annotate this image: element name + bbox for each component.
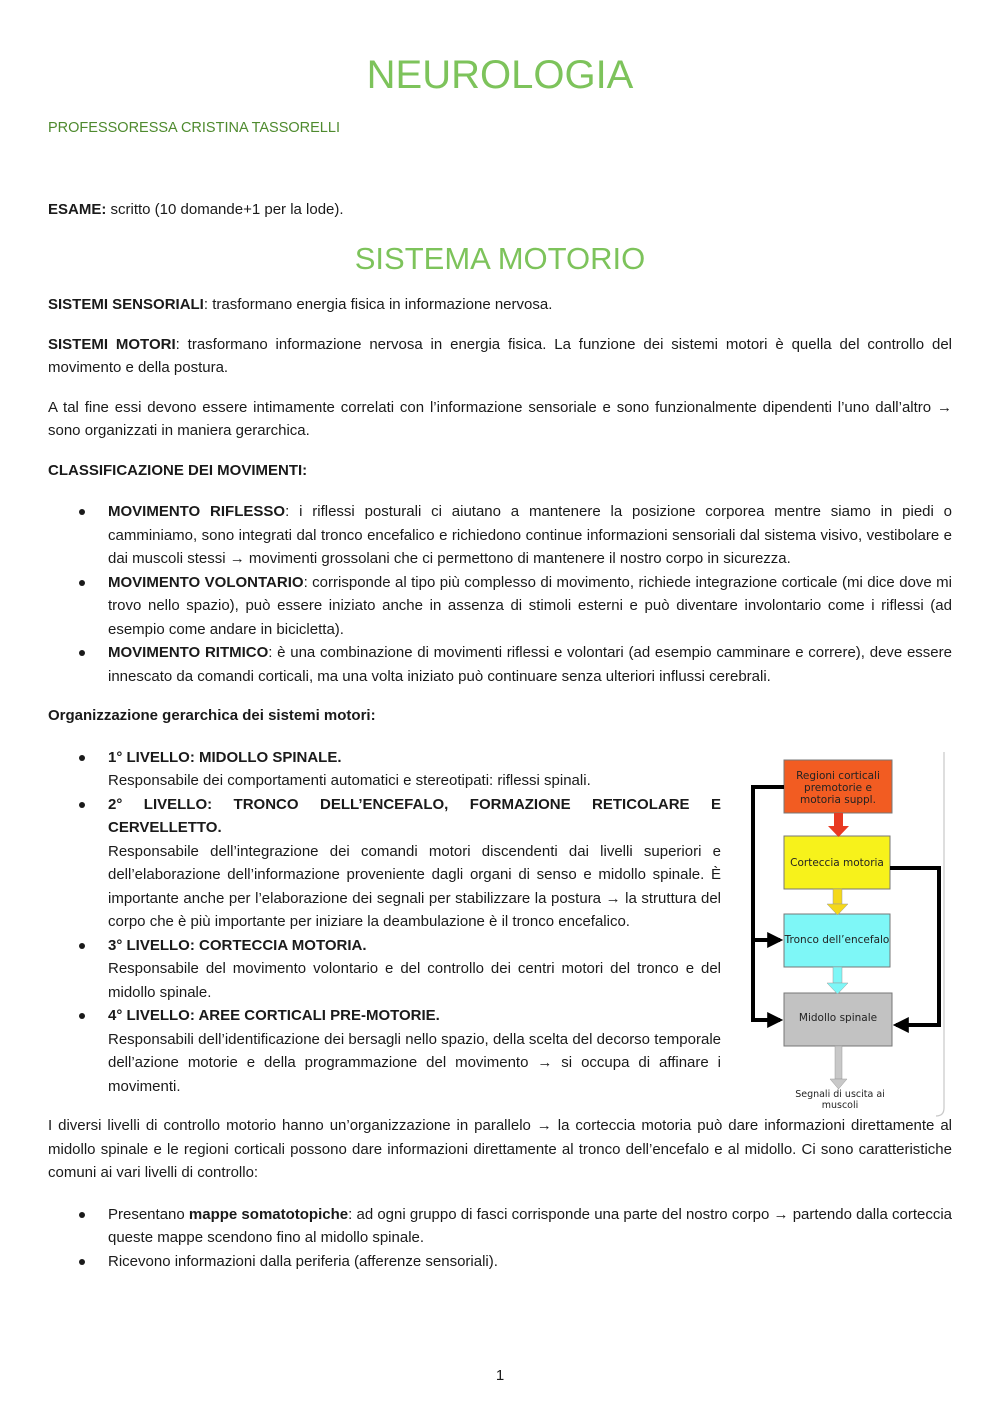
classification-heading	[48, 459, 952, 483]
box-label: premotorie e	[804, 782, 872, 794]
exam-label: ESAME:	[48, 201, 107, 218]
organization-heading-text: Organizzazione gerarchica dei sistemi motori:	[48, 707, 376, 724]
organization-heading	[48, 704, 952, 728]
list-item-text: : è una combinazione di movimenti riflessi e volontari (ad esempio camminare e correre), deve essere innescato da comandi corticali, ma una volta iniziato può continuare senza ulteriori influssi cerebrali.	[108, 644, 952, 685]
motor-systems-label: SISTEMI MOTORI	[48, 335, 176, 353]
box-label: Corteccia motoria	[790, 857, 884, 869]
section-title: SISTEMA MOTORIO	[354, 241, 646, 276]
level-title: 4° LIVELLO: AREE CORTICALI PRE-MOTORIE.	[108, 1007, 440, 1024]
exam-info	[48, 198, 344, 222]
level-text: Responsabile dell’integrazione dei comandi motori discendenti dai livelli superiori e dell’elaborazione dell’informazione proveniente dagli organi di senso e midollo spinale. È importante anche per l’elaborazione dei segnali per stabilizzare la postura → la struttura del corpo che è più importante per iniziare la deambulazione è il tronco encefalico.	[108, 842, 721, 930]
sensory-systems-label: SISTEMI SENSORIALI	[48, 296, 204, 313]
sensory-systems-paragraph	[48, 293, 952, 317]
list-item	[48, 571, 952, 642]
motor-hierarchy-diagram	[736, 750, 952, 1118]
classification-heading-text: CLASSIFICAZIONE DEI MOVIMENTI:	[48, 461, 308, 479]
list-item	[48, 641, 952, 688]
feature-bold: mappe somatotopiche	[188, 1205, 349, 1223]
list-item-text: : corrisponde al tipo più complesso di movimento, richiede integrazione corticale (mi dice dove mi trovo nello spazio), può essere iniziato anche in assenza di stimoli esterni e può diventare involontario come i riflessi (ad esempio come andare in bicicletta).	[108, 573, 952, 638]
level-title: 2° LIVELLO: TRONCO DELL’ENCEFALO, FORMAZIONE RETICOLARE E CERVELLETTO.	[108, 795, 721, 836]
list-item-text: : i riflessi posturali ci aiutano a mantenere la posizione corporea mentre siamo in piedi o camminiamo, sono integrati dal tronco encefalico e richiedono continue informazioni sensoriali dal sistema visivo, vestibolare e dai muscoli stessi → movimenti grossolani che ci permettono di mantenere il nostro corpo in sicurezza.	[108, 503, 953, 567]
list-item	[48, 793, 721, 934]
parallel-paragraph: I diversi livelli di controllo motorio hanno un’organizzazione in parallelo → la corteccia motoria può dare informazioni direttamente al midollo spinale e le regioni corticali possono dare informazioni direttamente al tronco dell’encefalo e al midollo. Ci sono caratteristiche comuni ai vari livelli di controllo:	[48, 1117, 952, 1181]
page-number: 1	[495, 1367, 505, 1384]
level-title: 1° LIVELLO: MIDOLLO SPINALE.	[108, 748, 342, 766]
level-text: Responsabile del movimento volontario e del controllo dei centri motori del tronco e del midollo spinale.	[108, 960, 721, 1001]
box-label: motoria suppl.	[800, 794, 876, 806]
exam-text: scritto (10 domande+1 per la lode).	[106, 201, 344, 218]
list-item	[48, 746, 721, 793]
box-label: Regioni corticali	[796, 770, 880, 782]
list-item-label: MOVIMENTO VOLONTARIO	[108, 573, 304, 591]
output-label: Segnali di uscita ai	[795, 1089, 885, 1100]
box-label: Tronco dell’encefalo	[784, 934, 890, 946]
list-item-label: MOVIMENTO RITMICO	[108, 644, 269, 661]
professor-name: PROFESSORESSA CRISTINA TASSORELLI	[48, 120, 340, 136]
list-item	[48, 1004, 721, 1098]
list-item-label: MOVIMENTO RIFLESSO	[108, 503, 286, 520]
feature-text: Ricevono informazioni dalla periferia (afferenze sensoriali).	[108, 1252, 498, 1270]
motor-systems-text: : trasformano informazione nervosa in energia fisica. La funzione dei sistemi motori è quella del controllo del movimento e della postura.	[48, 335, 952, 376]
list-item	[48, 500, 952, 571]
features-list	[48, 1203, 952, 1274]
motor-systems-paragraph	[48, 333, 952, 380]
list-item	[48, 1203, 952, 1250]
level-text: Responsabile dei comportamenti automatici e stereotipati: riflessi spinali.	[108, 772, 591, 789]
correlation-paragraph: A tal fine essi devono essere intimamente correlati con l’informazione sensoriale e sono funzionalmente dipendenti l’uno dall’altro → sono organizzati in maniera gerarchica.	[48, 398, 952, 439]
list-item	[48, 934, 721, 1005]
feature-text: Presentano	[108, 1205, 189, 1223]
movement-list	[48, 500, 952, 688]
level-title: 3° LIVELLO: CORTECCIA MOTORIA.	[108, 936, 367, 954]
output-label: muscoli	[821, 1100, 859, 1111]
level-text: Responsabili dell’identificazione dei bersagli nello spazio, della scelta del decorso temporale dell’azione motorie e della programmazione del movimento → si occupa di affinare i movimenti.	[108, 1030, 721, 1095]
document-title: NEUROLOGIA	[366, 53, 634, 97]
box-label: Midollo spinale	[798, 1012, 878, 1024]
list-item	[48, 1250, 952, 1274]
feature-text: : ad ogni gruppo di fasci corrisponde una parte del nostro corpo → partendo dalla corteccia queste mappe scendono fino al midollo spinale.	[108, 1205, 953, 1246]
sensory-systems-text: : trasformano energia fisica in informazione nervosa.	[203, 296, 553, 313]
